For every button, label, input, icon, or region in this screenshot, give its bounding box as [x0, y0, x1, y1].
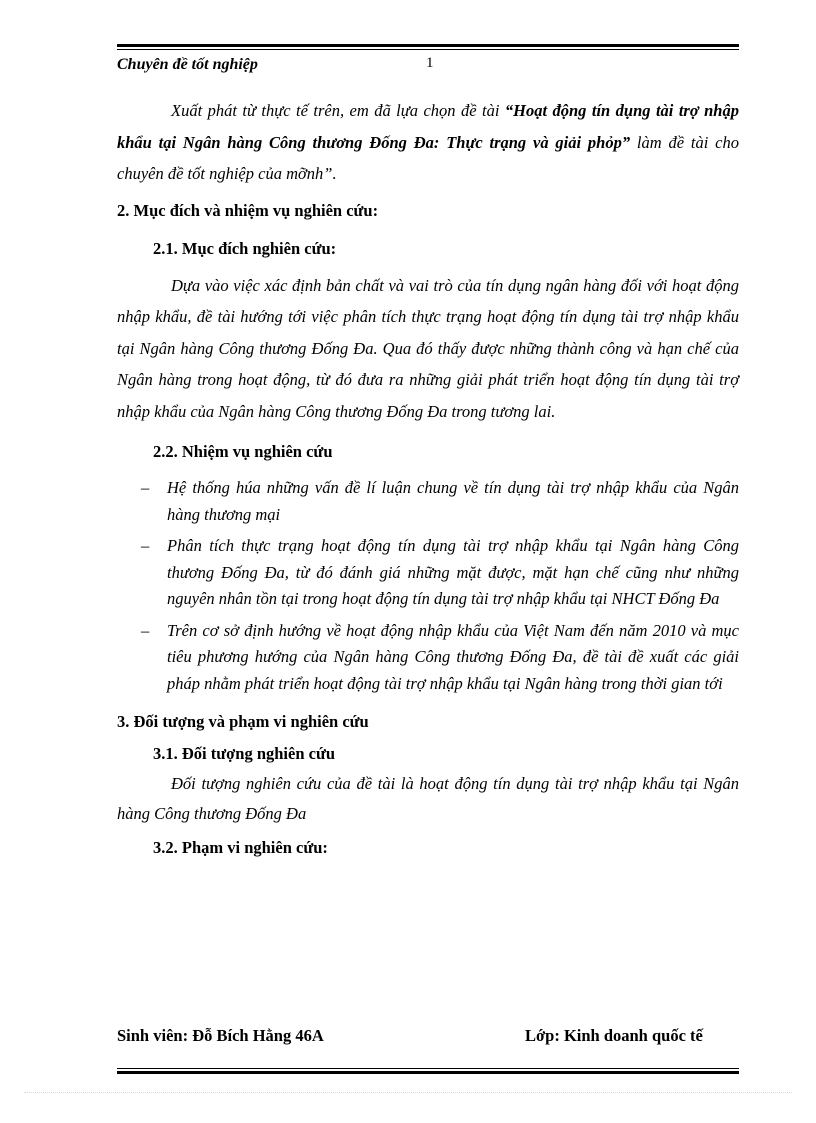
intro-text-after: làm đề tài cho chuyên đề tốt nghiệp của mỡnh”. [117, 132, 739, 183]
footer-class: Lớp: Kinh doanh quốc tế [525, 1026, 703, 1045]
section-3-2-heading: 3.2. Phạm vi nghiên cứu: [153, 838, 328, 857]
page-number: 1 [426, 55, 434, 71]
intro-paragraph [117, 95, 739, 190]
research-tasks-list [117, 475, 739, 697]
section-3-heading: 3. Đối tượng và phạm vi nghiên cứu [117, 712, 369, 731]
section-2-2-heading: 2.2. Nhiệm vụ nghiên cứu [153, 442, 333, 461]
list-item: – Phân tích thực trạng hoạt động tín dụng tài trợ nhập khẩu tại Ngân hàng Công thương Đống Đa, từ đó đánh giá những mặt được, mặt hạn chế cũng như những nguyên nhân tồn tại trong hoạt động tín dụng tài trợ nhập khẩu tại NHCT Đống Đa [117, 533, 739, 613]
header-rule [117, 44, 739, 50]
section-2-1-heading: 2.1. Mục đích nghiên cứu: [153, 238, 337, 258]
intro-topic: “Hoạt động tín dụng tài trợ nhập khẩu tại Ngân hàng Công thương Đống Đa: Thực trạng và giải phỏp” [117, 101, 739, 152]
document-body [117, 95, 739, 859]
bullet-dash: – [141, 478, 150, 497]
intro-text-before: Xuất phát từ thực tế trên, em đã lựa chọn đề tài [171, 101, 505, 120]
page-edge-divider [24, 1092, 792, 1093]
footer-student: Sinh viên: Đỗ Bích Hằng 46A [117, 1026, 324, 1045]
section-3-1-paragraph: Đối tượng nghiên cứu của đề tài là hoạt động tín dụng tài trợ nhập khẩu tại Ngân hàng Công thương Đống Đa [117, 774, 739, 823]
bullet-dash: – [141, 536, 150, 555]
list-item: – Hệ thống húa những vấn đề lí luận chung về tín dụng tài trợ nhập khẩu của Ngân hàng thương mại [117, 475, 739, 528]
section-3-1-heading: 3.1. Đối tượng nghiên cứu [153, 744, 336, 763]
section-2-1-paragraph: Dựa vào việc xác định bản chất và vai trò của tín dụng ngân hàng đối với hoạt động nhập khẩu, đề tài hướng tới việc phân tích thực trạng hoạt động tín dụng tài trợ nhập khẩu tại Ngân hàng Công thương Đống Đa. Qua đó thấy được những thành công và hạn chế của Ngân hàng trong hoạt động, từ đó đưa ra những giải phát triển hoạt động tín dụng tài trợ nhập khẩu của Ngân hàng Công thương Đống Đa trong tương lai. [117, 275, 739, 421]
bullet-dash: – [141, 620, 150, 640]
header-title: Chuyên đề tốt nghiệp [117, 56, 258, 73]
list-item: – Trên cơ sở định hướng về hoạt động nhập khẩu của Việt Nam đến năm 2010 và mục tiêu phương hướng của Ngân hàng Công thương Đống Đa, đề tài đề xuất các giải pháp nhằm phát triển hoạt động tài trợ nhập khẩu tại Ngân hàng trong thời gian tới [117, 618, 739, 698]
footer-rule [117, 1068, 739, 1074]
section-2-heading: 2. Mục đích và nhiệm vụ nghiên cứu: [117, 200, 379, 220]
